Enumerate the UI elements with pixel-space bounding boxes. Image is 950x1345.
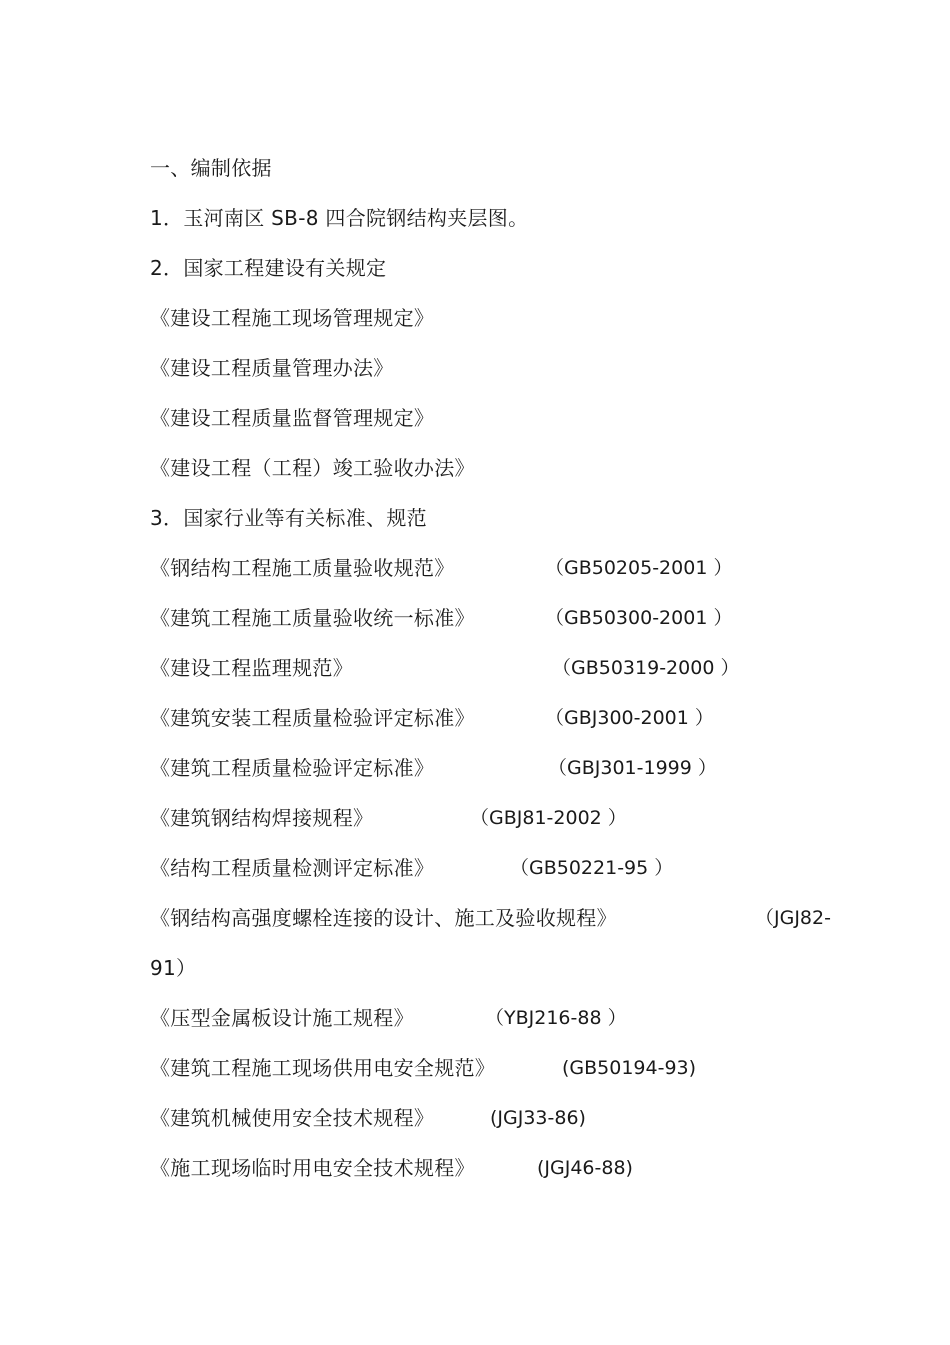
standard-code: (JGJ33-86) xyxy=(490,1107,586,1129)
standard-code: （GBJ300-2001 ） xyxy=(545,707,714,729)
standard-code-continued: 91） xyxy=(150,956,197,980)
standard-title: 《钢结构工程施工质量验收规范》 xyxy=(150,556,455,580)
standard-code: （GB50319-2000 ） xyxy=(552,657,740,679)
standard-title: 《建筑工程质量检验评定标准》 xyxy=(150,756,435,780)
standard-code: （GB50221-95 ） xyxy=(510,857,674,879)
standard-code: （GB50205-2001 ） xyxy=(545,557,733,579)
standard-title: 《建筑工程施工现场供用电安全规范》 xyxy=(150,1056,496,1080)
standard-code: （GBJ301-1999 ） xyxy=(548,757,717,779)
section-heading: 一、编制依据 xyxy=(150,156,272,180)
basis-item-2: 2．国家工程建设有关规定 xyxy=(150,256,387,280)
standard-title: 《结构工程质量检测评定标准》 xyxy=(150,856,435,880)
standard-code: （YBJ216-88 ） xyxy=(485,1007,627,1029)
basis-item-3: 3．国家行业等有关标准、规范 xyxy=(150,506,427,530)
standard-title: 《压型金属板设计施工规程》 xyxy=(150,1006,414,1030)
regulation-title: 《建设工程施工现场管理规定》 xyxy=(150,306,435,330)
standard-title: 《建设工程监理规范》 xyxy=(150,656,353,680)
standard-title: 《建筑机械使用安全技术规程》 xyxy=(150,1106,435,1130)
standard-title: 《施工现场临时用电安全技术规程》 xyxy=(150,1156,475,1180)
basis-item-1: 1．玉河南区 SB-8 四合院钢结构夹层图。 xyxy=(150,206,529,230)
standard-code: （JGJ82- xyxy=(755,907,831,929)
standard-title: 《建筑工程施工质量验收统一标准》 xyxy=(150,606,475,630)
standard-code: (JGJ46-88) xyxy=(537,1157,633,1179)
standard-code: （GBJ81-2002 ） xyxy=(470,807,627,829)
standard-title: 《建筑钢结构焊接规程》 xyxy=(150,806,374,830)
regulation-title: 《建设工程质量监督管理规定》 xyxy=(150,406,435,430)
standard-title: 《钢结构高强度螺栓连接的设计、施工及验收规程》 xyxy=(150,906,617,930)
standard-title: 《建筑安装工程质量检验评定标准》 xyxy=(150,706,475,730)
standard-code: （GB50300-2001 ） xyxy=(545,607,733,629)
regulation-title: 《建设工程（工程）竣工验收办法》 xyxy=(150,456,475,480)
standard-code: (GB50194-93) xyxy=(562,1057,697,1079)
regulation-title: 《建设工程质量管理办法》 xyxy=(150,356,394,380)
